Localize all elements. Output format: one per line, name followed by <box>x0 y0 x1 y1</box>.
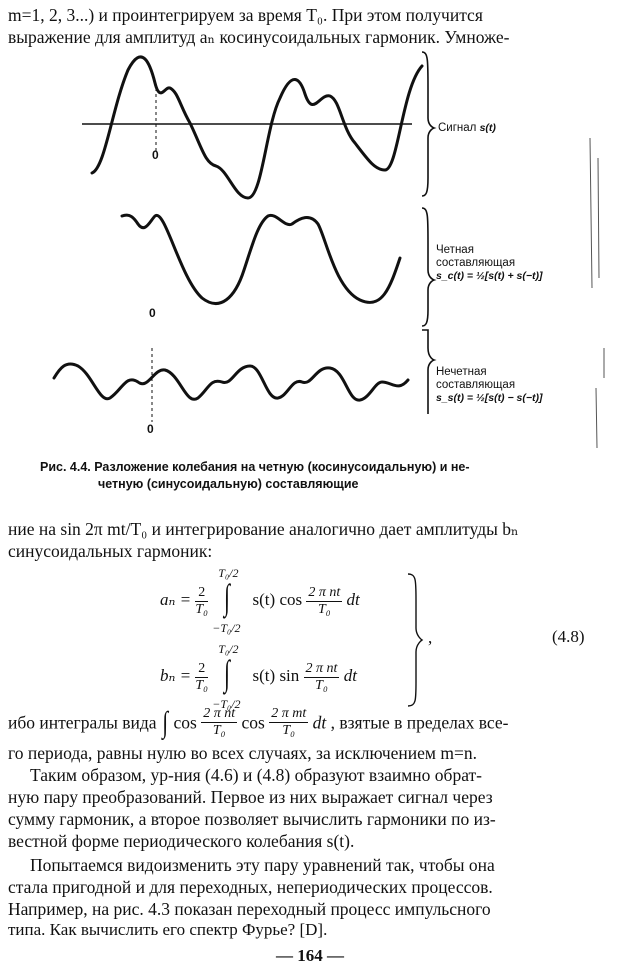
caption-line-1: Рис. 4.4. Разложение колебания на четную (косинусоидальную) и не- <box>40 460 470 474</box>
eq-b-arg-den: T₀ <box>315 677 328 693</box>
text-line-9: сумму гармоник, а второе позволяет вычислить гармоники по из- <box>8 809 496 829</box>
eq-a-arg-num: 2 π nt <box>308 584 341 600</box>
zero-label-odd: 0 <box>147 422 154 436</box>
text-line-5 <box>8 706 614 742</box>
even-label-1: Четная <box>436 244 474 256</box>
eq-a-lower: −T₀/2 <box>212 621 241 635</box>
brace-odd <box>422 330 434 414</box>
equation-number: (4.8) <box>552 627 585 646</box>
text-line-5a: ибо интегралы вида <box>8 712 157 733</box>
inline-integral-sign: ∫ <box>162 705 168 739</box>
signal-label <box>438 122 496 135</box>
brace-signal <box>422 52 434 196</box>
eq-a-coef-num: 2 <box>195 585 208 602</box>
eq-b-upper: T₀/2 <box>218 642 239 656</box>
eq-b-arg <box>304 661 340 694</box>
inline-dt: dt <box>312 712 327 733</box>
page-number: — 164 — <box>276 946 344 965</box>
odd-component-waveform <box>54 364 408 400</box>
eq-b-coef <box>195 661 208 694</box>
even-label-2: составляющая <box>436 257 516 269</box>
text-line-1: m=1, 2, 3...) и проинтегрируем за время T₀. При этом получится <box>8 5 483 25</box>
zero-label-signal: 0 <box>152 148 159 162</box>
equation-brace <box>400 570 440 710</box>
eq-b-arg-num: 2 π nt <box>305 660 338 676</box>
eq-a-integral <box>212 566 248 636</box>
eq-a-integral-sign: ∫ <box>224 577 231 617</box>
eq-b-dt: dt <box>343 665 357 685</box>
inline-cos-2: cos <box>241 712 265 733</box>
inline-frac-2-num: 2 π mt <box>271 706 307 721</box>
eq-a-coef <box>195 585 208 618</box>
figure-4-4 <box>30 48 610 458</box>
inline-frac-2 <box>269 706 308 739</box>
zero-label-even: 0 <box>149 306 156 320</box>
eq-a-lhs: aₙ = <box>160 589 192 609</box>
equation-a <box>160 566 360 636</box>
figure-caption <box>40 459 600 493</box>
signal-label-fn: s(t) <box>479 122 496 134</box>
signal-label-text: Сигнал <box>438 122 477 134</box>
equation-comma: , <box>428 628 433 647</box>
inline-cos-1: cos <box>173 712 197 733</box>
text-line-7: Таким образом, ур-ния (4.6) и (4.8) образуют взаимно обрат- <box>30 765 482 785</box>
even-label <box>436 244 542 283</box>
text-line-13: Например, на рис. 4.3 показан переходный процесс импульсного <box>8 899 491 919</box>
odd-label-1: Нечетная <box>436 366 487 378</box>
text-line-3: ние на sin 2π mt/T₀ и интегрирование аналогично дает амплитуды bₙ <box>8 519 519 539</box>
text-line-2: выражение для амплитуд aₙ косинусоидальных гармоник. Умноже- <box>8 27 510 47</box>
signal-waveform <box>92 57 422 198</box>
text-line-11: Попытаемся видоизменить эту пару уравнений так, чтобы она <box>30 855 495 875</box>
eq-a-arg-den: T₀ <box>317 601 331 617</box>
eq-a-upper: T₀/2 <box>218 566 239 580</box>
eq-b-integral-sign: ∫ <box>224 653 231 693</box>
text-line-5b: , взятые в пределах все- <box>330 712 509 733</box>
odd-label-formula: s_s(t) = ½[s(t) − s(−t)] <box>436 392 543 404</box>
eq-a-body: s(t) cos <box>252 589 303 609</box>
brace-even <box>422 208 434 326</box>
inline-frac-1-num: 2 π nt <box>203 706 236 721</box>
text-line-4: синусоидальных гармоник: <box>8 541 213 561</box>
eq-a-arg <box>306 585 342 618</box>
odd-label-2: составляющая <box>436 379 516 391</box>
inline-frac-1 <box>201 706 237 739</box>
eq-b-lhs: bₙ = <box>160 665 192 685</box>
caption-line-2: четную (синусоидальную) составляющие <box>98 477 359 491</box>
text-line-12: стала пригодной и для переходных, непериодических процессов. <box>8 877 493 897</box>
text-line-14: типа. Как вычислить его спектр Фурье? [D]. <box>8 920 328 939</box>
inline-frac-2-den: T₀ <box>282 723 296 738</box>
eq-a-coef-den: T₀ <box>195 601 209 617</box>
eq-b-lower: −T₀/2 <box>212 697 241 711</box>
eq-a-dt: dt <box>346 589 360 609</box>
odd-label <box>436 366 542 405</box>
equation-b <box>160 642 357 712</box>
inline-frac-1-den: T₀ <box>212 723 226 738</box>
eq-b-body: s(t) sin <box>252 665 300 685</box>
text-line-10: вестной форме периодического колебания s(t). <box>8 831 355 851</box>
even-label-formula: s_c(t) = ½[s(t) + s(−t)] <box>436 270 543 282</box>
even-component-waveform <box>122 215 400 303</box>
scan-noise <box>590 138 604 448</box>
eq-b-integral <box>212 642 248 712</box>
eq-b-coef-den: T₀ <box>195 677 209 693</box>
eq-b-coef-num: 2 <box>195 661 208 678</box>
text-line-8: ную пару преобразований. Первое из них выражает сигнал через <box>8 787 493 807</box>
text-line-6: го периода, равны нулю во всех случаях, за исключением m=n. <box>8 743 477 763</box>
